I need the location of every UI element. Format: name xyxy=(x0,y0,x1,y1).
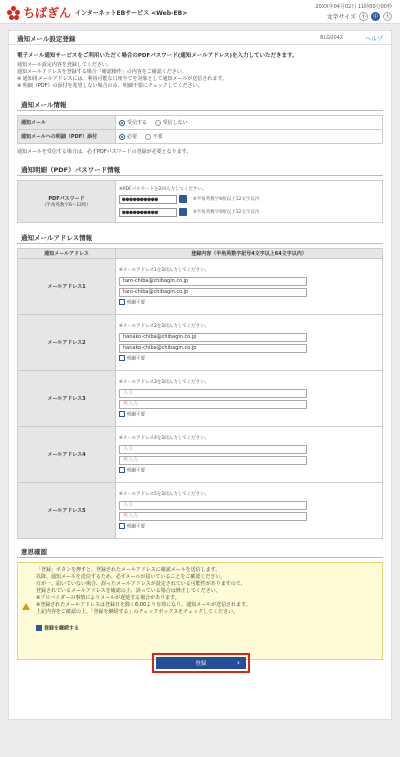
no-detail-checkbox[interactable] xyxy=(119,355,125,361)
address-input[interactable]: 入力 xyxy=(119,501,307,510)
radio-attach-yes[interactable] xyxy=(119,134,125,140)
intro-line: 通知メール設定内容を登録してください。 xyxy=(17,62,112,68)
screen-code: BLG0042 xyxy=(320,35,343,41)
pdf-sublabel: （半角英数字6～12桁） xyxy=(41,203,92,208)
submit-highlight xyxy=(152,653,250,673)
address-label: メールアドレス1 xyxy=(18,259,116,315)
submit-button[interactable] xyxy=(156,657,246,669)
intro-line: ※ 明細（PDF）の添付を希望しない場合のみ、明細不要にチェックしてください。 xyxy=(17,83,203,89)
pdf-note: ※PDFパスワードを2回入力してください。 xyxy=(119,186,207,192)
chevron-right-icon: › xyxy=(236,658,240,667)
logo-mark-icon xyxy=(7,6,21,20)
no-detail-label: 明細不要 xyxy=(127,356,145,362)
no-detail-checkbox[interactable] xyxy=(119,411,125,417)
address-row xyxy=(18,315,383,371)
address-confirm-input[interactable]: 再入力 xyxy=(119,456,307,465)
font-large-button[interactable]: 大 xyxy=(384,14,390,20)
radio-not-receive-label: 受信しない xyxy=(162,120,188,126)
warning-icon xyxy=(22,603,30,610)
confirm-box xyxy=(17,562,383,660)
no-detail-label: 明細不要 xyxy=(127,300,145,306)
logo xyxy=(7,4,187,21)
radio-receive-label: 受信する xyxy=(127,120,148,126)
radio-attach-yes-label: 必要 xyxy=(127,134,138,140)
radio-attach-no[interactable] xyxy=(145,134,151,140)
lead-text: 電子メール通知サービスをご利用いただく場合のPDFパスワード(通知メールアドレス)を入力していただきます。 xyxy=(17,53,298,59)
font-size-control xyxy=(326,12,392,21)
no-detail-checkbox[interactable] xyxy=(119,467,125,473)
help-link[interactable]: ヘルプ xyxy=(364,36,383,43)
confirm-line: 以降、通知メールを送信するため、必ずメールが届いていることをご確認ください。 xyxy=(36,574,226,580)
address-confirm-input[interactable]: hanako-chiba@chibagin.co.jp xyxy=(119,344,307,353)
confirm-section-title: 意思確認 xyxy=(17,547,383,558)
no-detail-row[interactable] xyxy=(119,523,379,530)
address-note: ※メールアドレス5を2回入力してください。 xyxy=(119,492,210,498)
page-title: 通知メール設定登録 xyxy=(17,35,76,43)
show-password-icon[interactable] xyxy=(179,208,187,216)
pdf-label: PDFパスワード xyxy=(48,196,85,202)
main-card xyxy=(8,30,392,720)
no-detail-row[interactable] xyxy=(119,411,379,418)
continue-checkbox[interactable] xyxy=(36,625,42,631)
notify-note: 通知メールを受信する場合は、必ずPDFパスワードの登録が必要となります。 xyxy=(17,149,192,155)
confirm-line: 「登録」ボタンを押すと、登録されたメールアドレスに確認メールを送信します。 xyxy=(36,567,221,573)
radio-receive[interactable] xyxy=(119,120,125,126)
address-label: メールアドレス2 xyxy=(18,315,116,371)
address-confirm-input[interactable]: 再入力 xyxy=(119,400,307,409)
no-detail-checkbox[interactable] xyxy=(119,299,125,305)
address-col-header: 通知メールアドレス xyxy=(18,249,116,259)
notify-section-title: 通知メール情報 xyxy=(17,100,383,111)
pdf-hint: ※半角英数字6桁以上12文字以内 xyxy=(193,197,260,202)
font-mid-button[interactable]: 中 xyxy=(372,14,378,20)
address-label: メールアドレス3 xyxy=(18,371,116,427)
address-label: メールアドレス4 xyxy=(18,427,116,483)
no-detail-label: 明細不要 xyxy=(127,412,145,418)
attach-label: 通知メールへの明細（PDF）添付 xyxy=(18,130,116,144)
address-label: メールアドレス5 xyxy=(18,483,116,539)
no-detail-row[interactable] xyxy=(119,355,379,362)
pdf-section-title: 通知明細（PDF）パスワード情報 xyxy=(17,165,383,176)
intro-line: 通知メールアドレスを登録する場合「確認操作」の内容をご確認ください。 xyxy=(17,69,187,75)
address-row xyxy=(18,371,383,427)
address-input[interactable]: hanako-chiba@chibagin.co.jp xyxy=(119,333,307,342)
address-note: ※メールアドレス4を2回入力してください。 xyxy=(119,436,210,442)
pdf-hint: ※半角英数字6桁以上12文字以内 xyxy=(193,210,260,215)
notify-label: 通知メール xyxy=(18,116,116,130)
confirm-line: ※登録されたメールアドレスは登録日を除く6:00より有効になり、通知メールが送信されます。 xyxy=(36,602,251,608)
address-input[interactable]: 入力 xyxy=(119,389,307,398)
confirm-line: 登録されているメールアドレスを確認の上、誤っている場合は修正してください。 xyxy=(36,588,221,594)
address-note: ※メールアドレス2を2回入力してください。 xyxy=(119,324,210,330)
confirm-line: 上記内容をご確認の上、「登録を継続する」のチェックボックスをチェックしてください。 xyxy=(36,609,239,615)
no-detail-row[interactable] xyxy=(119,467,379,474)
no-detail-label: 明細不要 xyxy=(127,468,145,474)
address-input[interactable]: taro-chiba@chibagin.co.jp xyxy=(119,277,307,286)
radio-not-receive[interactable] xyxy=(155,120,161,126)
address-row xyxy=(18,483,383,539)
show-password-icon[interactable] xyxy=(179,195,187,203)
footer xyxy=(0,728,400,757)
content-col-header: 登録内容（半角英数字記号4文字以上64文字以内） xyxy=(116,249,383,259)
font-small-button[interactable]: 小 xyxy=(360,14,366,20)
font-size-label: 文字サイズ xyxy=(326,14,356,21)
continue-checkbox-row[interactable] xyxy=(36,625,79,632)
pdf-password-confirm-input[interactable]: ●●●●●●●●●● xyxy=(119,208,177,217)
address-note: ※メールアドレス1を2回入力してください。 xyxy=(119,268,210,274)
radio-attach-no-label: 不要 xyxy=(152,134,163,140)
service-name: インターネットEBサービス <Web-EB> xyxy=(75,10,188,17)
no-detail-checkbox[interactable] xyxy=(119,523,125,529)
address-row xyxy=(18,427,383,483)
brand-name: ちばぎん xyxy=(23,6,72,20)
address-confirm-input[interactable]: taro-chiba@chibagin.co.jp xyxy=(119,288,307,297)
no-detail-label: 明細不要 xyxy=(127,524,145,530)
address-input[interactable]: 入力 xyxy=(119,445,307,454)
datetime: 20XX年04月02日 11時00分00秒 xyxy=(315,4,392,10)
confirm-line: ※プロバイダーの事情によりメールが遅延する場合があります。 xyxy=(36,595,180,601)
address-section-title: 通知メールアドレス情報 xyxy=(17,233,383,244)
address-confirm-input[interactable]: 再入力 xyxy=(119,512,307,521)
address-note: ※メールアドレス3を2回入力してください。 xyxy=(119,380,210,386)
pdf-password-input[interactable]: ●●●●●●●●●● xyxy=(119,195,177,204)
no-detail-row[interactable] xyxy=(119,299,379,306)
submit-label: 登録 xyxy=(195,661,207,667)
header xyxy=(0,0,400,24)
intro-line: ※ 通知用メールアドレスには、利用可能な口座全てを対象として通知メールが送信されます。 xyxy=(17,76,228,82)
address-row xyxy=(18,259,383,315)
confirm-line: 万が一、届いていない場合、誤ったメールアドレスが設定されている可能性がありますので、 xyxy=(36,581,246,587)
continue-checkbox-label: 登録を継続する xyxy=(44,625,80,632)
